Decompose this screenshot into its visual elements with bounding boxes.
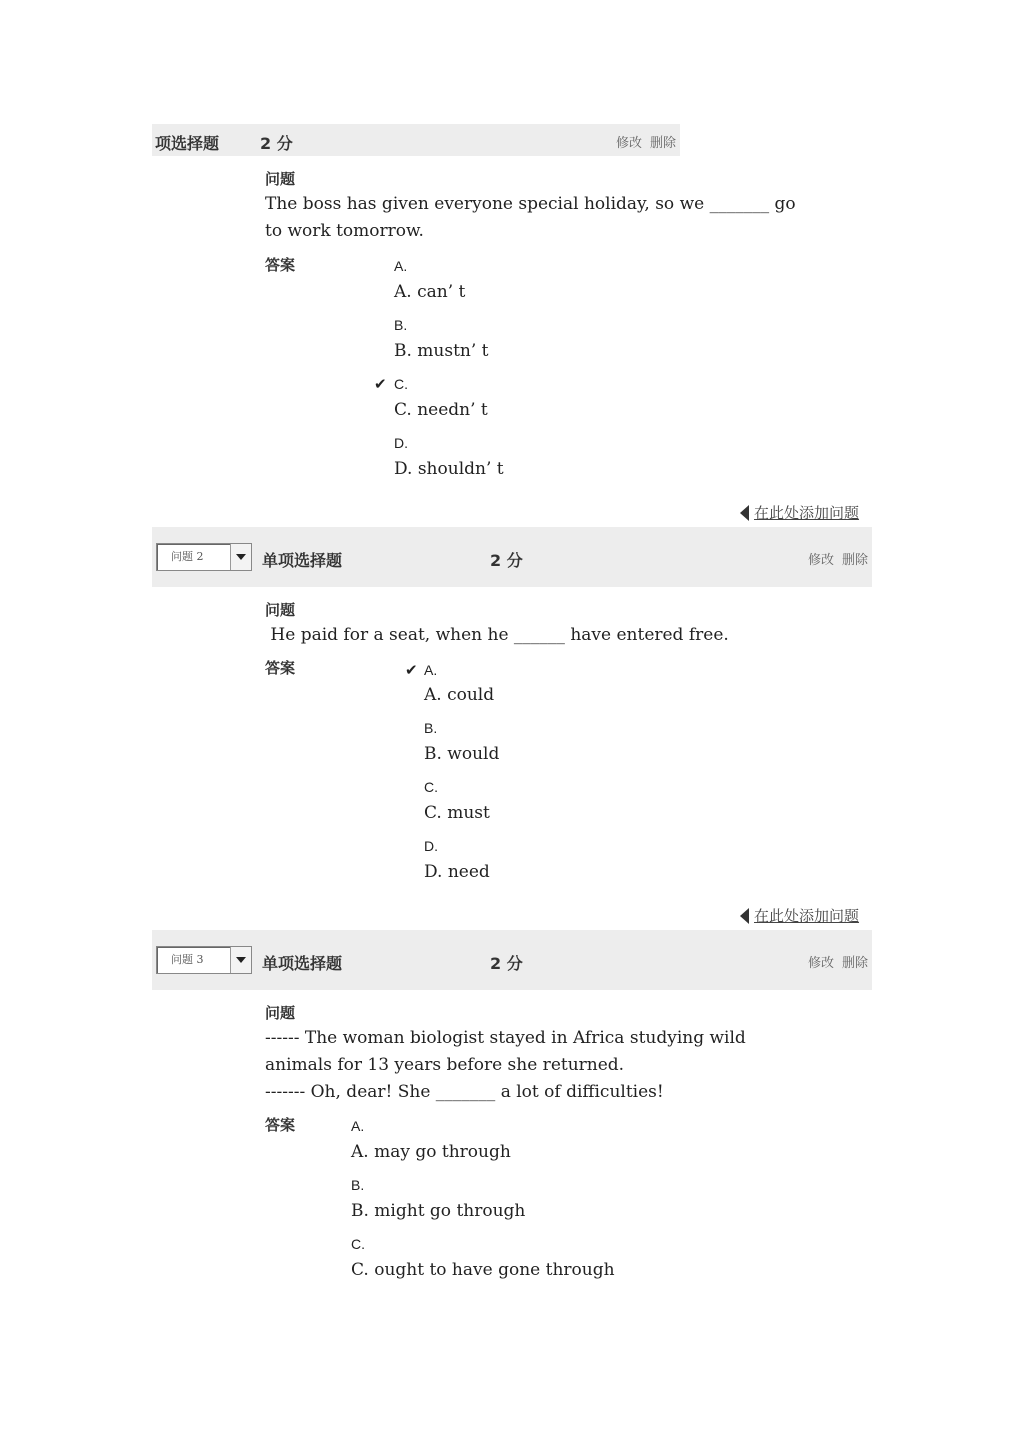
delete-link[interactable]: 删除 xyxy=(841,553,868,568)
question-number-select[interactable] xyxy=(156,543,252,571)
chevron-down-icon[interactable] xyxy=(230,544,251,570)
correct-check-icon: ✔ xyxy=(374,375,387,393)
question-2-text: He paid for a seat, when he ______ have entered free. xyxy=(265,625,729,645)
edit-link[interactable]: 修改 xyxy=(615,136,642,151)
question-actions xyxy=(800,952,868,971)
edit-link[interactable]: 修改 xyxy=(807,956,834,971)
question-label: 问题 xyxy=(265,1004,296,1022)
answer-label: 答案 xyxy=(265,659,296,677)
option-letter-b: B. xyxy=(351,1177,365,1193)
option-text-d: D. shouldn’ t xyxy=(394,459,504,479)
edit-link[interactable]: 修改 xyxy=(807,553,834,568)
add-question-link[interactable]: 在此处添加问题 xyxy=(754,504,860,522)
option-letter-b: B. xyxy=(424,720,438,736)
option-letter-c: C. xyxy=(424,779,438,795)
question-actions xyxy=(608,132,676,151)
question-3-header xyxy=(152,930,872,990)
option-text-b: B. might go through xyxy=(351,1201,526,1221)
question-type: 单项选择题 xyxy=(262,551,343,570)
option-text-c: C. must xyxy=(424,803,490,823)
answer-label: 答案 xyxy=(265,256,296,274)
option-text-c: C. ought to have gone through xyxy=(351,1260,615,1280)
option-letter-a: A. xyxy=(394,258,408,274)
option-text-d: D. need xyxy=(424,862,490,882)
question-actions xyxy=(800,549,868,568)
option-letter-a: A. xyxy=(424,662,438,678)
delete-link[interactable]: 删除 xyxy=(841,956,868,971)
option-letter-d: D. xyxy=(394,435,408,451)
question-type: 单项选择题 xyxy=(262,954,343,973)
option-text-a: A. could xyxy=(424,685,495,705)
question-label: 问题 xyxy=(265,601,296,619)
option-letter-b: B. xyxy=(394,317,408,333)
question-2-header xyxy=(152,527,872,587)
question-number-select[interactable] xyxy=(156,946,252,974)
question-1-text: The boss has given everyone special holiday, so we _______ go to work tomorrow. xyxy=(265,194,796,241)
question-type: 项选择题 xyxy=(155,134,220,153)
question-number-value: 问题 2 xyxy=(171,550,204,563)
chevron-down-icon[interactable] xyxy=(230,947,251,973)
option-letter-a: A. xyxy=(351,1118,365,1134)
answer-label: 答案 xyxy=(265,1116,296,1134)
question-label: 问题 xyxy=(265,170,296,188)
question-number-value: 问题 3 xyxy=(171,953,204,966)
question-points: 2 分 xyxy=(260,134,293,153)
correct-check-icon: ✔ xyxy=(405,661,418,679)
option-letter-c: C. xyxy=(351,1236,365,1252)
option-text-a: A. can’ t xyxy=(394,282,466,302)
add-question-link[interactable]: 在此处添加问题 xyxy=(754,907,860,925)
question-points: 2 分 xyxy=(490,954,523,973)
question-1-header xyxy=(152,124,680,156)
option-letter-d: D. xyxy=(424,838,438,854)
option-text-a: A. may go through xyxy=(351,1142,511,1162)
option-text-b: B. would xyxy=(424,744,500,764)
delete-link[interactable]: 删除 xyxy=(649,136,676,151)
question-points: 2 分 xyxy=(490,551,523,570)
option-letter-c: C. xyxy=(394,376,408,392)
option-text-b: B. mustn’ t xyxy=(394,341,489,361)
option-text-c: C. needn’ t xyxy=(394,400,488,420)
question-3-text: ------ The woman biologist stayed in Africa studying wild animals for 13 years before she returned. ------- Oh, dear! She _______ a lot of difficulties! xyxy=(265,1028,746,1102)
